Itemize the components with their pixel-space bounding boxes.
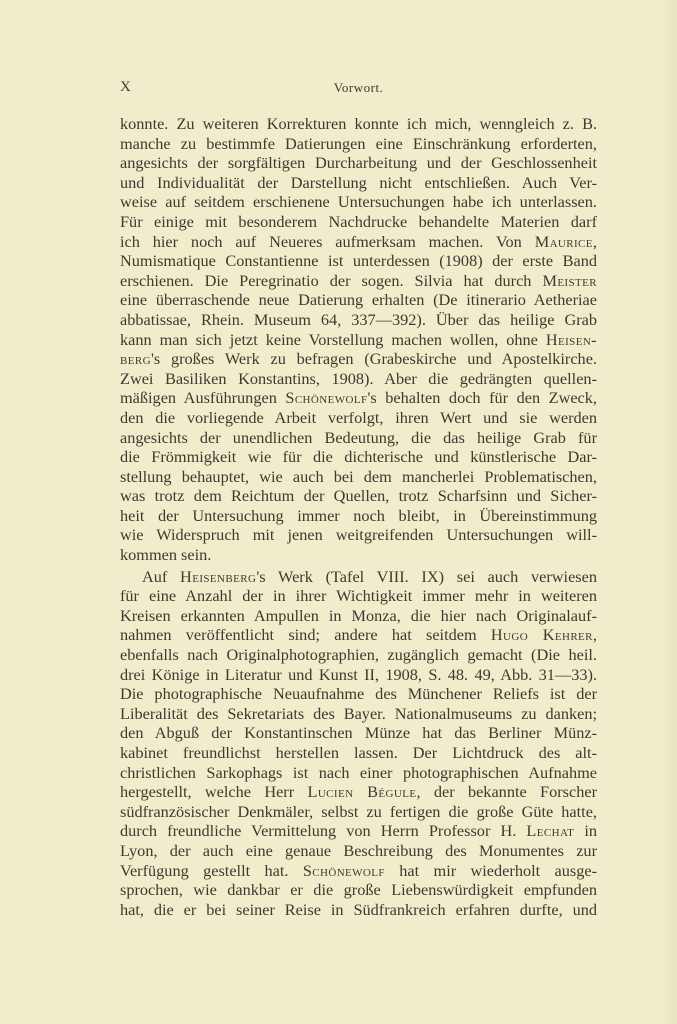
text-run: Lyon, der auch eine genaue Beschreibung des Monumentes zur xyxy=(120,840,597,860)
text-run: erschienen. Die Peregrinatio der sogen. Silvia hat durch xyxy=(120,270,543,290)
text-line xyxy=(120,900,597,920)
text-run: angesichts der sorgfältigen Durcharbeitung und der Geschlossenheit xyxy=(120,153,597,173)
text-line xyxy=(120,821,597,841)
text-line xyxy=(120,880,597,900)
page-edge-shadow xyxy=(659,0,677,1024)
text-run: angesichts der unendlichen Bedeutung, die das heilige Grab für xyxy=(120,427,597,447)
page-number: X xyxy=(120,79,131,95)
text-line xyxy=(120,625,597,645)
text-line xyxy=(120,369,597,389)
text-run: in xyxy=(574,821,597,841)
text-line xyxy=(120,567,597,587)
text-run: konnte. Zu weiteren Korrekturen konnte ich mich, wenngleich z. B. xyxy=(120,114,597,133)
text-run: eine überraschende neue Datierung erhalten (De itinerario Aetheriae xyxy=(120,290,597,310)
text-line xyxy=(120,467,597,487)
text-line xyxy=(120,388,597,408)
text-line xyxy=(120,704,597,724)
text-run: christlichen Sarkophags ist nach einer photographischen Aufnahme xyxy=(120,762,597,782)
text-run: 's großes Werk zu befragen (Grabeskirche und Apostelkirche. xyxy=(150,349,597,369)
text-line xyxy=(120,232,597,252)
text-line xyxy=(120,330,597,350)
text-run: wie Widerspruch mit jenen weitgreifenden Untersuchungen will- xyxy=(120,525,597,545)
text-line xyxy=(120,290,597,310)
text-line xyxy=(120,545,597,565)
small-caps-name: Schönewolf xyxy=(302,860,385,880)
text-line xyxy=(120,153,597,173)
text-run: kommen sein. xyxy=(120,545,212,565)
text-line xyxy=(120,645,597,665)
text-run: hergestellt, welche Herr xyxy=(120,782,308,802)
text-line xyxy=(120,212,597,232)
text-line xyxy=(120,114,597,134)
small-caps-name: Maurice xyxy=(534,231,593,251)
text-line xyxy=(120,723,597,743)
text-line xyxy=(120,506,597,526)
small-caps-name: Meister xyxy=(542,270,597,290)
text-run: manche zu bestimmfe Datierungen eine Einschränkung erforderten, xyxy=(120,133,597,153)
text-run: den Abguß der Konstantinschen Münze hat das Berliner Münz- xyxy=(120,723,597,743)
text-line xyxy=(120,349,597,369)
text-run: ebenfalls nach Originalphotographien, zugänglich gemacht (Die heil. xyxy=(120,645,597,665)
text-run: Die photographische Neuaufnahme des Münchener Reliefs ist der xyxy=(120,684,597,704)
text-line xyxy=(120,743,597,763)
running-title: Vorwort. xyxy=(333,80,384,95)
text-run: hat, die er bei seiner Reise in Südfrankreich erfahren durfte, und xyxy=(120,899,597,919)
text-line xyxy=(120,802,597,822)
text-run: mäßigen Ausführungen xyxy=(120,388,286,408)
text-run: Liberalität des Sekretariats des Bayer. Nationalmuseums zu danken; xyxy=(120,703,597,723)
paragraph xyxy=(120,114,597,565)
text-line xyxy=(120,486,597,506)
text-run: 's Werk (Tafel VIII. IX) sei auch verwiesen xyxy=(256,566,598,586)
text-run: , der bekannte Forscher xyxy=(416,782,597,802)
text-run: kann man sich jetzt keine Vorstellung machen wollen, ohne xyxy=(120,329,546,349)
text-run: weise auf seitdem erschienene Untersuchungen habe ich unterlassen. xyxy=(120,192,597,212)
text-line xyxy=(120,408,597,428)
text-run: die Frömmigkeit wie für die dichterische und künstlerische Dar- xyxy=(120,447,597,467)
text-line xyxy=(120,861,597,881)
text-line xyxy=(120,134,597,154)
small-caps-name: Lechat xyxy=(526,821,575,841)
text-run: südfranzösischer Denkmäler, selbst zu fertigen die große Güte hatte, xyxy=(120,801,597,821)
small-caps-name: Heisen- xyxy=(545,329,597,349)
text-line xyxy=(120,447,597,467)
text-line xyxy=(120,310,597,330)
running-header xyxy=(120,79,597,99)
paragraph xyxy=(120,567,597,920)
text-line xyxy=(120,665,597,685)
text-run: Kreisen erkannten Ampullen in Monza, die hier nach Originalauf- xyxy=(120,605,597,625)
text-line xyxy=(120,586,597,606)
text-run: nahmen veröffentlicht sind; andere hat seitdem xyxy=(120,625,491,645)
text-run: Numismatique Constantienne ist unterdessen (1908) der erste Band xyxy=(120,251,597,271)
text-run: drei Könige in Literatur und Kunst II, 1908, S. 48. 49, Abb. 31—33). xyxy=(120,664,597,684)
text-run: , xyxy=(592,231,597,251)
text-run: für eine Anzahl der in ihrer Wichtigkeit immer mehr in weiteren xyxy=(120,586,597,606)
text-line xyxy=(120,271,597,291)
text-run: stellung behauptet, wie auch bei dem mancherlei Problematischen, xyxy=(120,466,597,486)
text-run: was trotz dem Reichtum der Quellen, trotz Scharfsinn und Sicher- xyxy=(120,486,597,506)
body-text xyxy=(120,114,597,919)
text-line xyxy=(120,173,597,193)
text-run: Auf xyxy=(142,566,181,586)
small-caps-name: Schönewolf xyxy=(285,388,368,408)
text-line xyxy=(120,251,597,271)
text-run: , xyxy=(592,625,597,645)
text-run: sprochen, wie dankbar er die große Liebenswürdigkeit empfunden xyxy=(120,880,597,900)
text-line xyxy=(120,841,597,861)
text-run: Zwei Basiliken Konstantins, 1908). Aber die gedrängten quellen- xyxy=(120,368,597,388)
text-line xyxy=(120,428,597,448)
small-caps-name: berg xyxy=(120,349,151,369)
small-caps-name: Hugo Kehrer xyxy=(490,625,593,645)
small-caps-name: Heisenberg xyxy=(180,566,257,586)
text-line xyxy=(120,525,597,545)
text-line xyxy=(120,782,597,802)
text-run: 's behalten doch für den Zweck, xyxy=(367,388,597,408)
text-run: Für einige mit besonderem Nachdrucke behandelte Materien darf xyxy=(120,211,597,231)
text-run: hat mir wiederholt ausge- xyxy=(384,860,597,880)
text-run: Verfügung gestellt hat. xyxy=(120,860,303,880)
text-run: durch freundliche Vermittelung von Herrn Professor H. xyxy=(120,821,527,841)
text-run: kabinet freundlichst herstellen lassen. Der Lichtdruck des alt- xyxy=(120,743,597,762)
small-caps-name: Lucien Bégule xyxy=(307,782,417,802)
text-run: den die vorliegende Arbeit verfolgt, ihren Wert und sie werden xyxy=(120,407,597,427)
text-line xyxy=(120,684,597,704)
text-run: und Individualität der Darstellung nicht entschließen. Auch Ver- xyxy=(120,172,597,192)
text-line xyxy=(120,192,597,212)
text-run: heit der Untersuchung immer noch bleibt, in Übereinstimmung xyxy=(120,505,597,525)
text-line xyxy=(120,606,597,626)
text-run: abbatissae, Rhein. Museum 64, 337—392). Über das heilige Grab xyxy=(120,309,597,329)
text-line xyxy=(120,763,597,783)
text-run: ich hier noch auf Neueres aufmerksam machen. Von xyxy=(120,231,535,251)
